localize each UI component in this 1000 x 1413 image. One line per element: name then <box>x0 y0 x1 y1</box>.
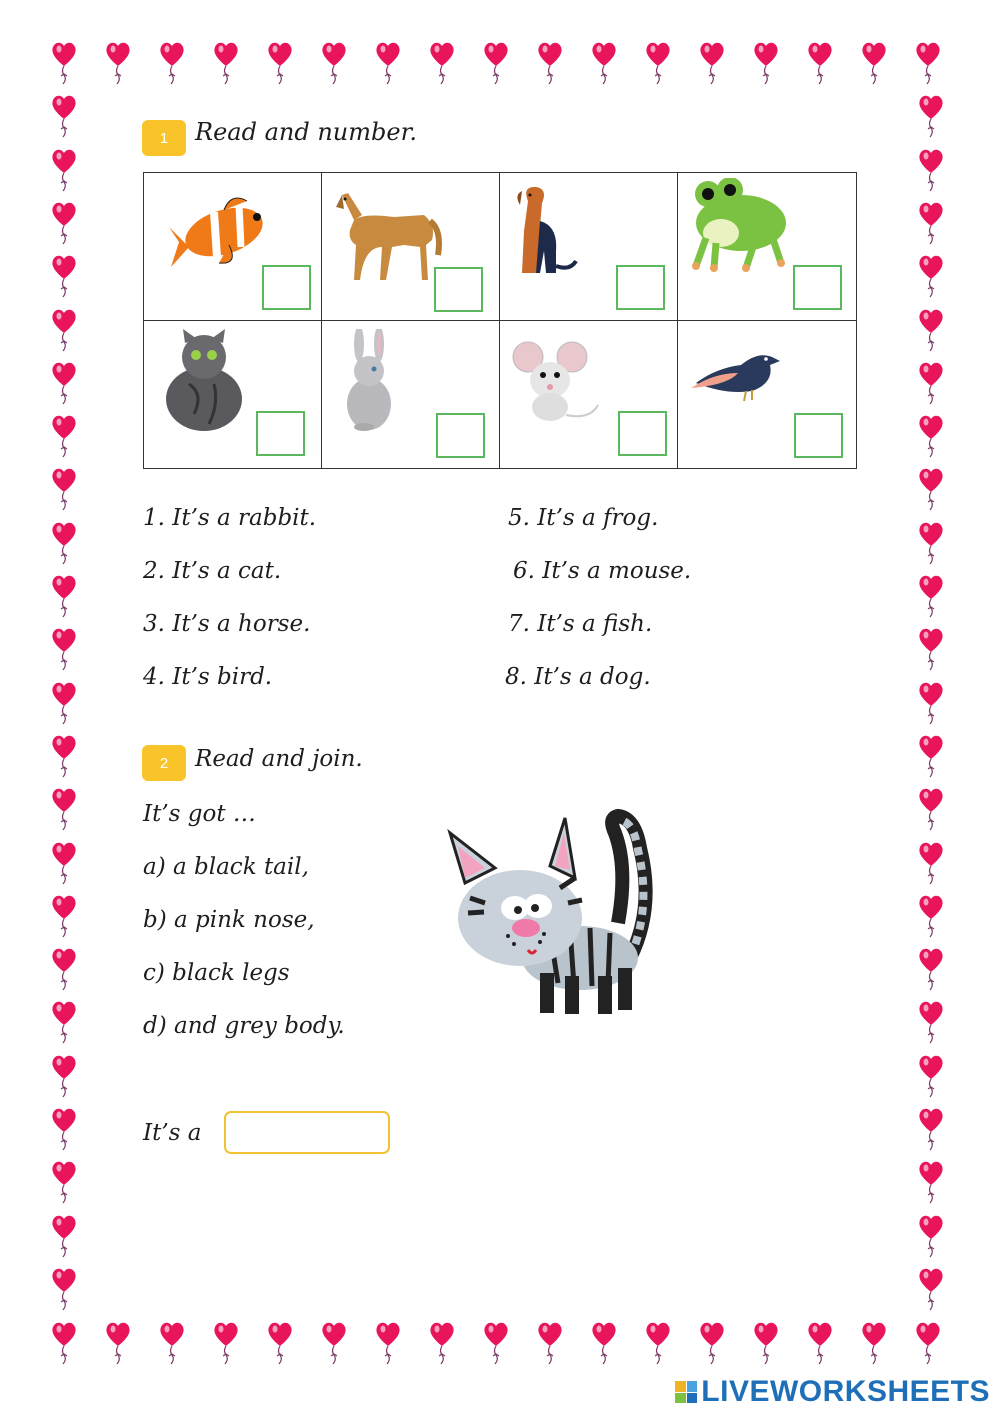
heart-balloon-icon <box>321 40 347 88</box>
heart-balloon-icon <box>699 40 725 88</box>
heart-balloon-icon <box>918 253 944 301</box>
heart-balloon-icon <box>483 1320 509 1368</box>
heart-balloon-icon <box>51 466 77 514</box>
heart-balloon-icon <box>918 520 944 568</box>
heart-balloon-icon <box>51 147 77 195</box>
heart-balloon-icon <box>51 680 77 728</box>
heart-balloon-icon <box>918 786 944 834</box>
heart-balloon-icon <box>861 40 887 88</box>
heart-balloon-icon <box>483 40 509 88</box>
number-box[interactable] <box>616 265 665 310</box>
number-box[interactable] <box>434 267 483 312</box>
sentence-4: 4. It’s bird. <box>143 664 273 690</box>
liveworksheets-logo-icon <box>675 1381 697 1403</box>
bird-icon <box>686 333 781 403</box>
heart-balloon-icon <box>105 40 131 88</box>
heart-balloon-icon <box>51 1320 77 1368</box>
exercise-2-title: Read and join. <box>195 746 363 772</box>
grid-cell-rabbit <box>322 321 500 469</box>
heart-balloon-icon <box>918 733 944 781</box>
heart-balloon-icon <box>51 253 77 301</box>
heart-balloon-icon <box>918 466 944 514</box>
clownfish-icon <box>169 187 284 272</box>
exercise-1-title: Read and number. <box>195 118 418 146</box>
heart-balloon-icon <box>159 40 185 88</box>
grid-cell-bird <box>678 321 856 469</box>
cartoon-cat-icon <box>440 808 665 1020</box>
heart-balloon-icon <box>51 200 77 248</box>
exercise-1-badge: 1 <box>142 120 186 156</box>
heart-balloon-icon <box>537 1320 563 1368</box>
exercise-2-badge: 2 <box>142 745 186 781</box>
heart-balloon-icon <box>645 40 671 88</box>
horse-icon <box>334 185 444 285</box>
sentence-2: 2. It’s a cat. <box>143 558 282 584</box>
heart-balloon-icon <box>51 1213 77 1261</box>
heart-balloon-icon <box>51 999 77 1047</box>
heart-balloon-icon <box>267 40 293 88</box>
heart-balloon-icon <box>321 1320 347 1368</box>
heart-balloon-icon <box>918 413 944 461</box>
heart-balloon-icon <box>645 1320 671 1368</box>
number-box[interactable] <box>794 413 843 458</box>
heart-balloon-icon <box>918 893 944 941</box>
heart-balloon-icon <box>918 626 944 674</box>
grid-cell-cat <box>144 321 322 469</box>
heart-balloon-icon <box>159 1320 185 1368</box>
heart-balloon-icon <box>918 680 944 728</box>
heart-balloon-icon <box>51 840 77 888</box>
number-box[interactable] <box>256 411 305 456</box>
heart-balloon-icon <box>918 1266 944 1314</box>
sentence-3: 3. It’s a horse. <box>143 611 311 637</box>
heart-balloon-icon <box>51 40 77 88</box>
rabbit-icon <box>334 329 404 434</box>
heart-balloon-icon <box>918 1053 944 1101</box>
heart-balloon-icon <box>915 1320 941 1368</box>
animal-picture-grid <box>143 172 857 469</box>
sentence-1: 1. It’s a rabbit. <box>143 505 317 531</box>
heart-balloon-icon <box>918 999 944 1047</box>
heart-balloon-icon <box>51 520 77 568</box>
number-box[interactable] <box>618 411 667 456</box>
heart-balloon-icon <box>51 733 77 781</box>
clue-c: c) black legs <box>143 960 290 986</box>
heart-balloon-icon <box>918 307 944 355</box>
heart-balloon-icon <box>918 147 944 195</box>
grid-cell-dog <box>500 173 678 321</box>
grid-cell-mouse <box>500 321 678 469</box>
heart-balloon-icon <box>699 1320 725 1368</box>
answer-input[interactable] <box>224 1111 390 1154</box>
clue-d: d) and grey body. <box>143 1013 345 1039</box>
number-box[interactable] <box>793 265 842 310</box>
heart-balloon-icon <box>51 626 77 674</box>
heart-balloon-icon <box>51 307 77 355</box>
heart-balloon-icon <box>807 1320 833 1368</box>
heart-balloon-icon <box>375 40 401 88</box>
heart-balloon-icon <box>51 1159 77 1207</box>
heart-balloon-icon <box>918 840 944 888</box>
sentence-8: 8. It’s a dog. <box>505 664 651 690</box>
heart-balloon-icon <box>807 40 833 88</box>
heart-balloon-icon <box>918 1106 944 1154</box>
heart-balloon-icon <box>429 1320 455 1368</box>
heart-balloon-icon <box>918 1159 944 1207</box>
clue-intro: It’s got … <box>143 801 256 827</box>
heart-balloon-icon <box>51 360 77 408</box>
heart-balloon-icon <box>591 40 617 88</box>
heart-balloon-icon <box>753 1320 779 1368</box>
sentence-6: 6. It’s a mouse. <box>513 558 692 584</box>
heart-balloon-icon <box>429 40 455 88</box>
heart-balloon-icon <box>267 1320 293 1368</box>
heart-balloon-icon <box>861 1320 887 1368</box>
heart-balloon-icon <box>753 40 779 88</box>
heart-balloon-icon <box>591 1320 617 1368</box>
grid-cell-horse <box>322 173 500 321</box>
heart-balloon-icon <box>537 40 563 88</box>
heart-balloon-icon <box>51 946 77 994</box>
grid-cell-frog <box>678 173 856 321</box>
number-box[interactable] <box>262 265 311 310</box>
heart-balloon-icon <box>915 40 941 88</box>
heart-balloon-icon <box>51 893 77 941</box>
mouse-icon <box>510 335 600 425</box>
heart-balloon-icon <box>51 786 77 834</box>
heart-balloon-icon <box>51 573 77 621</box>
sentence-7: 7. It’s a fish. <box>508 611 653 637</box>
heart-balloon-icon <box>918 573 944 621</box>
heart-balloon-icon <box>213 40 239 88</box>
grid-cell-fish <box>144 173 322 321</box>
heart-balloon-icon <box>918 360 944 408</box>
cat-icon <box>159 329 244 434</box>
logo-text: LIVEWORKSHEETS <box>701 1375 990 1408</box>
liveworksheets-logo <box>675 1375 990 1409</box>
heart-balloon-icon <box>51 1106 77 1154</box>
clue-b: b) a pink nose, <box>143 907 315 933</box>
heart-balloon-icon <box>213 1320 239 1368</box>
heart-balloon-icon <box>51 93 77 141</box>
heart-balloon-icon <box>51 413 77 461</box>
frog-icon <box>686 178 791 273</box>
dog-icon <box>510 181 580 276</box>
heart-balloon-icon <box>51 1053 77 1101</box>
number-box[interactable] <box>436 413 485 458</box>
heart-balloon-icon <box>918 93 944 141</box>
heart-balloon-icon <box>918 946 944 994</box>
heart-balloon-icon <box>918 200 944 248</box>
heart-balloon-icon <box>105 1320 131 1368</box>
sentence-5: 5. It’s a frog. <box>508 505 659 531</box>
heart-balloon-icon <box>375 1320 401 1368</box>
answer-prompt: It’s a <box>143 1120 202 1146</box>
clue-a: a) a black tail, <box>143 854 309 880</box>
heart-balloon-icon <box>918 1213 944 1261</box>
heart-balloon-icon <box>51 1266 77 1314</box>
